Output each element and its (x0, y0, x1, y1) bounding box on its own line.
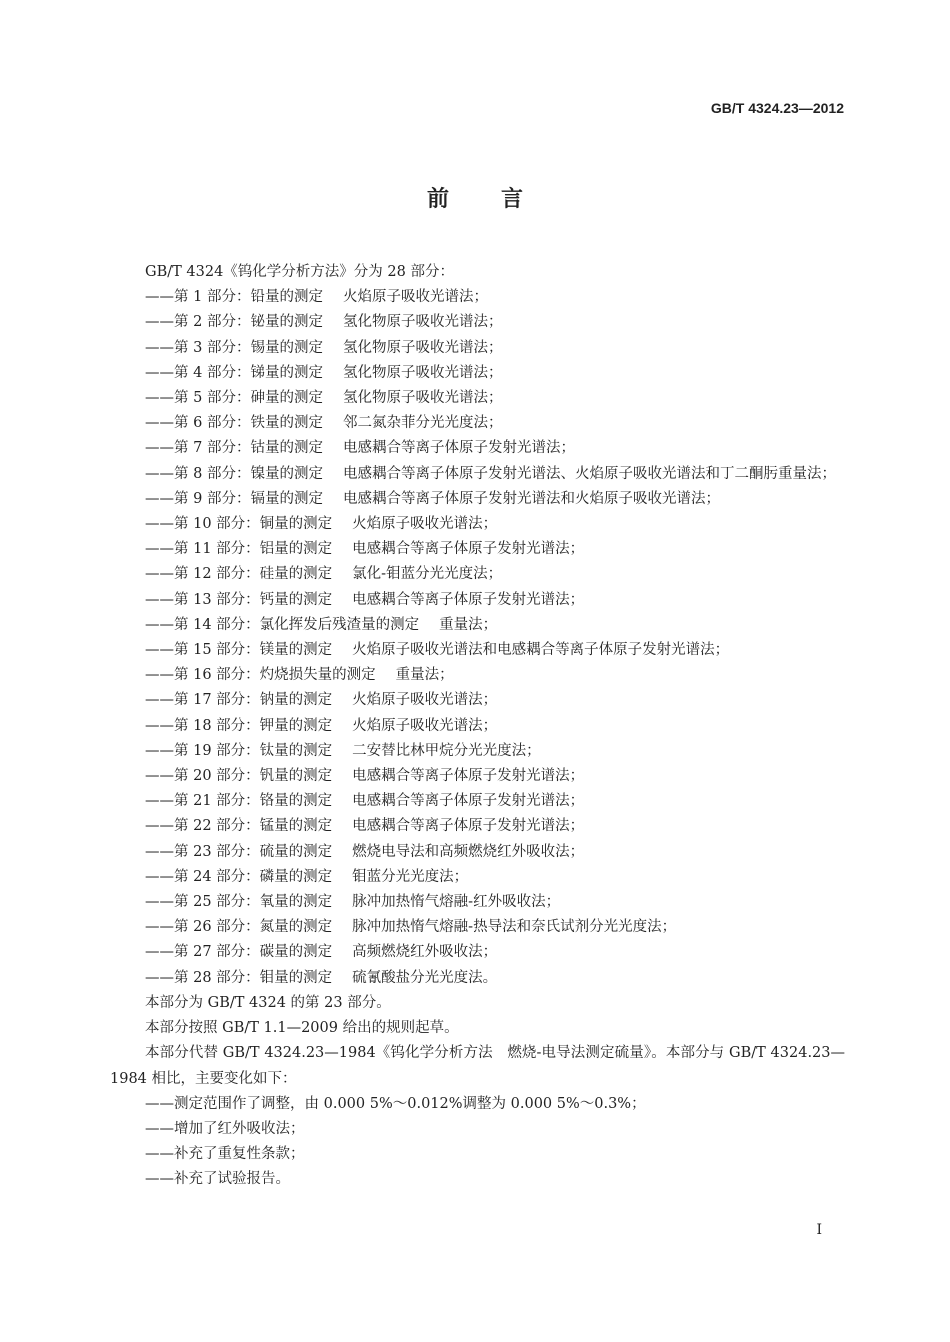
part-item (145, 285, 845, 310)
part-method: 电感耦合等离子体原子发射光谱法； (352, 818, 585, 835)
part-method: 燃烧电导法和高频燃烧红外吸收法； (352, 843, 585, 860)
part-method: 硫氰酸盐分光光度法。 (352, 969, 498, 986)
part-label: ——第 21 部分：铬量的测定 (145, 793, 333, 810)
part-item (145, 462, 845, 487)
part-item (145, 764, 845, 789)
part-item (145, 537, 845, 562)
part-label: ——第 1 部分：铅量的测定 (145, 289, 323, 306)
part-label: ——第 19 部分：钛量的测定 (145, 742, 333, 759)
part-item (145, 840, 845, 865)
part-method: 氯化-钼蓝分光光度法； (352, 566, 503, 583)
part-label: ——第 7 部分：钴量的测定 (145, 440, 323, 457)
part-label: ——第 24 部分：磷量的测定 (145, 868, 333, 885)
part-label: ——第 14 部分：氯化挥发后残渣量的测定 (145, 616, 420, 633)
part-item (145, 386, 845, 411)
page-title: 前言 (426, 186, 575, 212)
part-label: ——第 16 部分：灼烧损失量的测定 (145, 667, 376, 684)
part-item (145, 890, 845, 915)
part-item (145, 588, 845, 613)
part-method: 重量法； (395, 667, 454, 684)
part-label: ——第 6 部分：铁量的测定 (145, 415, 323, 432)
replacement-statement: 本部分代替 GB/T 4324.23—1984《钨化学分析方法 燃烧-电导法测定硫量》。本部分与 GB/T 4324.23—1984 相比，主要变化如下： (110, 1045, 845, 1087)
part-item (145, 411, 845, 436)
part-label: ——第 9 部分：镉量的测定 (145, 490, 323, 507)
part-item (145, 940, 845, 965)
part-item (145, 436, 845, 461)
parts-list (110, 285, 845, 991)
part-label: ——第 12 部分：硅量的测定 (145, 566, 333, 583)
part-item (145, 361, 845, 386)
part-method: 电感耦合等离子体原子发射光谱法； (342, 440, 575, 457)
part-item (145, 814, 845, 839)
part-item (145, 613, 845, 638)
part-method: 火焰原子吸收光谱法和电感耦合等离子体原子发射光谱法； (352, 642, 730, 659)
part-label: ——第 20 部分：钒量的测定 (145, 768, 333, 785)
part-item (145, 310, 845, 335)
part-label: ——第 17 部分：钠量的测定 (145, 692, 333, 709)
change-item: ——补充了重复性条款； (145, 1146, 305, 1163)
part-method: 火焰原子吸收光谱法； (342, 289, 488, 306)
part-item (145, 562, 845, 587)
part-method: 重量法； (439, 616, 498, 633)
changes-list (110, 1092, 845, 1193)
intro-paragraph: GB/T 4324《钨化学分析方法》分为 28 部分： (145, 264, 454, 280)
part-label: ——第 11 部分：铝量的测定 (145, 541, 333, 558)
part-method: 邻二氮杂菲分光光度法； (342, 415, 503, 432)
part-method: 脉冲加热惰气熔融-红外吸收法； (352, 894, 561, 911)
part-label: ——第 26 部分：氮量的测定 (145, 919, 333, 936)
part-method: 氢化物原子吸收光谱法； (342, 390, 503, 407)
part-method: 氢化物原子吸收光谱法； (342, 314, 503, 331)
part-label: ——第 15 部分：镁量的测定 (145, 642, 333, 659)
part-method: 电感耦合等离子体原子发射光谱法； (352, 541, 585, 558)
part-label: ——第 27 部分：碳量的测定 (145, 944, 333, 961)
part-item (145, 336, 845, 361)
part-label: ——第 18 部分：钾量的测定 (145, 717, 333, 734)
drafting-statement: 本部分按照 GB/T 1.1—2009 给出的规则起草。 (145, 1020, 459, 1037)
part-label: ——第 8 部分：镍量的测定 (145, 465, 323, 482)
change-item: ——测定范围作了调整，由 0.000 5%～0.012%调整为 0.000 5%～0.3%； (145, 1095, 646, 1112)
part-method: 钼蓝分光光度法； (352, 868, 469, 885)
part-label: ——第 28 部分：钼量的测定 (145, 969, 333, 986)
part-method: 火焰原子吸收光谱法； (352, 717, 498, 734)
part-method: 二安替比林甲烷分光光度法； (352, 742, 541, 759)
part-item (145, 638, 845, 663)
part-method: 氢化物原子吸收光谱法； (342, 339, 503, 356)
part-label: ——第 23 部分：硫量的测定 (145, 843, 333, 860)
part-item (145, 714, 845, 739)
part-item (145, 663, 845, 688)
part-item (145, 865, 845, 890)
part-method: 高频燃烧红外吸收法； (352, 944, 498, 961)
part-label: ——第 4 部分：锑量的测定 (145, 364, 323, 381)
part-method: 火焰原子吸收光谱法； (352, 692, 498, 709)
standard-number: GB/T 4324.23—2012 (710, 100, 844, 116)
part-item (145, 739, 845, 764)
part-label: ——第 22 部分：锰量的测定 (145, 818, 333, 835)
part-label: ——第 13 部分：钙量的测定 (145, 591, 333, 608)
foreword-body (110, 260, 845, 1193)
part-label: ——第 10 部分：铜量的测定 (145, 516, 333, 533)
part-label: ——第 5 部分：砷量的测定 (145, 390, 323, 407)
part-item (145, 688, 845, 713)
part-method: 脉冲加热惰气熔融-热导法和奈氏试剂分光光度法； (352, 919, 677, 936)
part-method: 电感耦合等离子体原子发射光谱法、火焰原子吸收光谱法和丁二酮肟重量法； (342, 465, 836, 482)
change-item: ——增加了红外吸收法； (145, 1120, 305, 1137)
part-label: ——第 25 部分：氧量的测定 (145, 894, 333, 911)
part-item (145, 966, 845, 991)
change-item: ——补充了试验报告。 (145, 1171, 290, 1188)
part-item (145, 915, 845, 940)
part-method: 电感耦合等离子体原子发射光谱法； (352, 768, 585, 785)
part-method: 电感耦合等离子体原子发射光谱法； (352, 793, 585, 810)
part-item (145, 512, 845, 537)
part-method: 电感耦合等离子体原子发射光谱法； (352, 591, 585, 608)
part-method: 电感耦合等离子体原子发射光谱法和火焰原子吸收光谱法； (342, 490, 720, 507)
part-method: 火焰原子吸收光谱法； (352, 516, 498, 533)
part-label: ——第 3 部分：锡量的测定 (145, 339, 323, 356)
part-item (145, 487, 845, 512)
page-number: I (816, 1222, 822, 1238)
part-label: ——第 2 部分：铋量的测定 (145, 314, 323, 331)
part-statement: 本部分为 GB/T 4324 的第 23 部分。 (145, 994, 391, 1011)
part-item (145, 789, 845, 814)
part-method: 氢化物原子吸收光谱法； (342, 364, 503, 381)
